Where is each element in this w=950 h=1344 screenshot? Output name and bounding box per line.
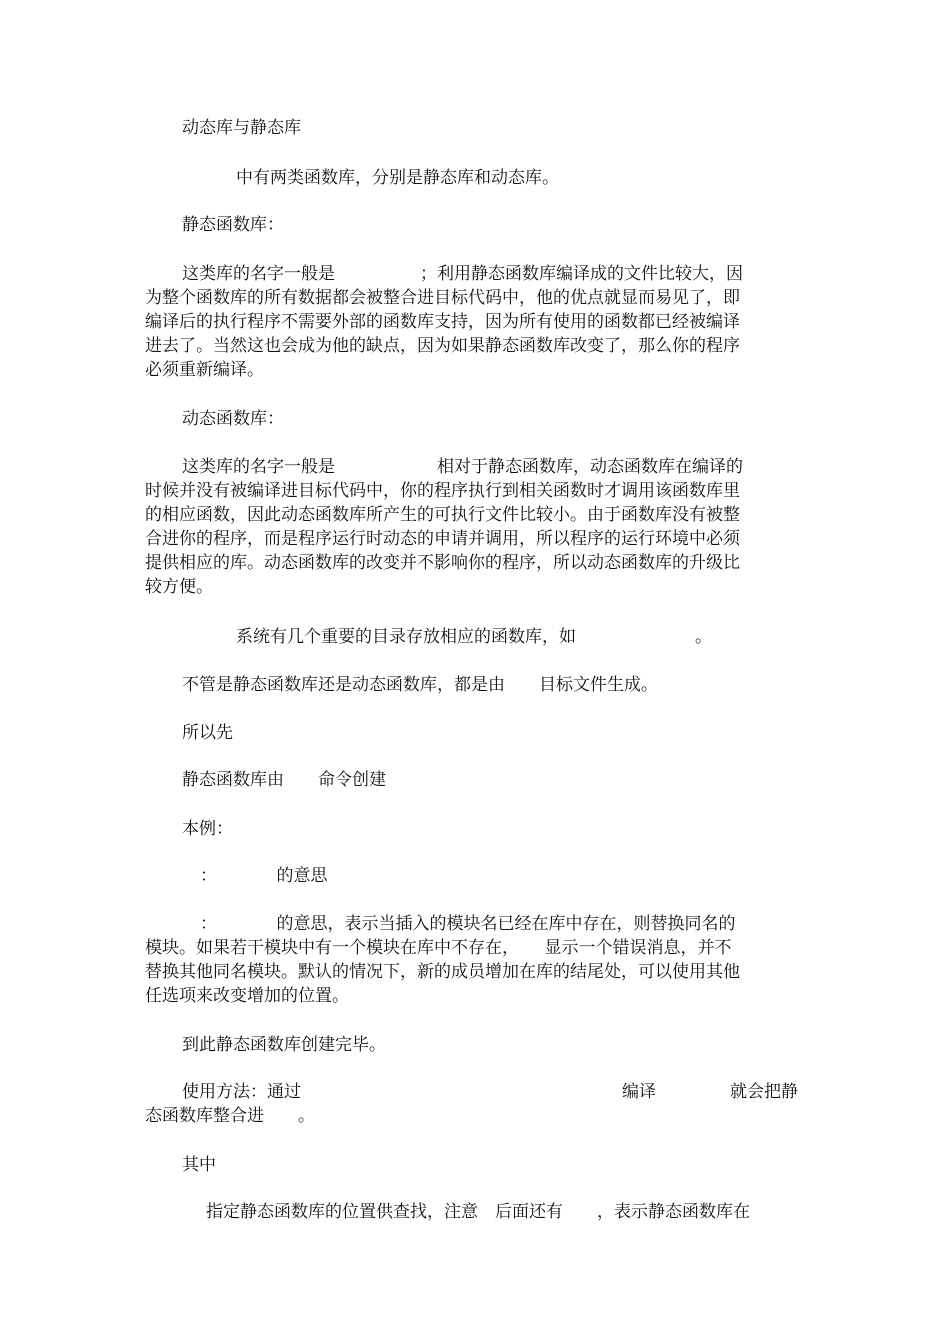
example-label: 本例：: [182, 819, 233, 839]
replace-paragraph-line: 模块。如果若干模块中有一个模块在库中不存在， 显示一个错误消息，并不: [145, 938, 732, 958]
static-paragraph-line: 编译后的执行程序不需要外部的函数库支持，因为所有使用的函数都已经被编译: [145, 312, 740, 332]
replace-paragraph-line: 替换其他同名模块。默认的情况下，新的成员增加在库的结尾处，可以使用其他: [145, 962, 740, 982]
system-dirs-paragraph: 系统有几个重要的目录存放相应的函数库，如 。: [236, 627, 712, 647]
static-paragraph-line: 必须重新编译。: [145, 360, 264, 380]
so-first-paragraph: 所以先: [182, 723, 233, 743]
static-label: 静态函数库：: [182, 215, 284, 235]
static-done-paragraph: 到此静态函数库创建完毕。: [182, 1035, 386, 1055]
static-paragraph-line: 为整个函数库的所有数据都会被整合进目标代码中，他的优点就显而易见了，即: [145, 288, 740, 308]
dynamic-paragraph-line: 这类库的名字一般是 相对于静态函数库，动态函数库在编译的: [182, 457, 743, 477]
static-created-paragraph: 静态函数库由 命令创建: [182, 770, 386, 790]
usage-line-end: 就会把静: [730, 1082, 798, 1102]
intro-paragraph: 中有两类函数库，分别是静态库和动态库。: [236, 168, 559, 188]
heading: 动态库与静态库: [182, 118, 301, 138]
dynamic-paragraph-line: 的相应函数，因此动态函数库所产生的可执行文件比较小。由于函数库没有被整: [145, 505, 740, 525]
replace-paragraph-line: ： 的意思，表示当插入的模块名已经在库中存在，则替换同名的: [200, 914, 736, 934]
usage-line-start: 使用方法：通过: [182, 1082, 301, 1102]
usage-line-compile: 编译: [622, 1082, 656, 1102]
dynamic-label: 动态函数库：: [182, 409, 284, 429]
dynamic-paragraph-line: 较方便。: [145, 577, 213, 597]
usage-paragraph-line: 态函数库整合进 。: [145, 1106, 315, 1126]
option-meaning-paragraph: ： 的意思: [200, 866, 328, 886]
static-paragraph-line: 进去了。当然这也会成为他的缺点，因为如果静态函数库改变了，那么你的程序: [145, 336, 740, 356]
dynamic-paragraph-line: 提供相应的库。动态函数库的改变并不影响你的程序，所以动态函数库的升级比: [145, 553, 740, 573]
dynamic-paragraph-line: 时候并没有被编译进目标代码中，你的程序执行到相关函数时才调用该函数库里: [145, 481, 740, 501]
path-note-paragraph: 指定静态函数库的位置供查找，注意 后面还有 ，表示静态函数库在: [206, 1202, 750, 1222]
replace-paragraph-line: 任选项来改变增加的位置。: [145, 986, 349, 1006]
where-label: 其中: [182, 1155, 216, 1175]
static-paragraph-line: 这类库的名字一般是 ；利用静态函数库编译成的文件比较大，因: [182, 264, 743, 284]
dynamic-paragraph-line: 合进你的程序，而是程序运行时动态的申请并调用，所以程序的运行环境中必须: [145, 529, 740, 549]
both-generated-paragraph: 不管是静态函数库还是动态函数库，都是由 目标文件生成。: [182, 675, 658, 695]
